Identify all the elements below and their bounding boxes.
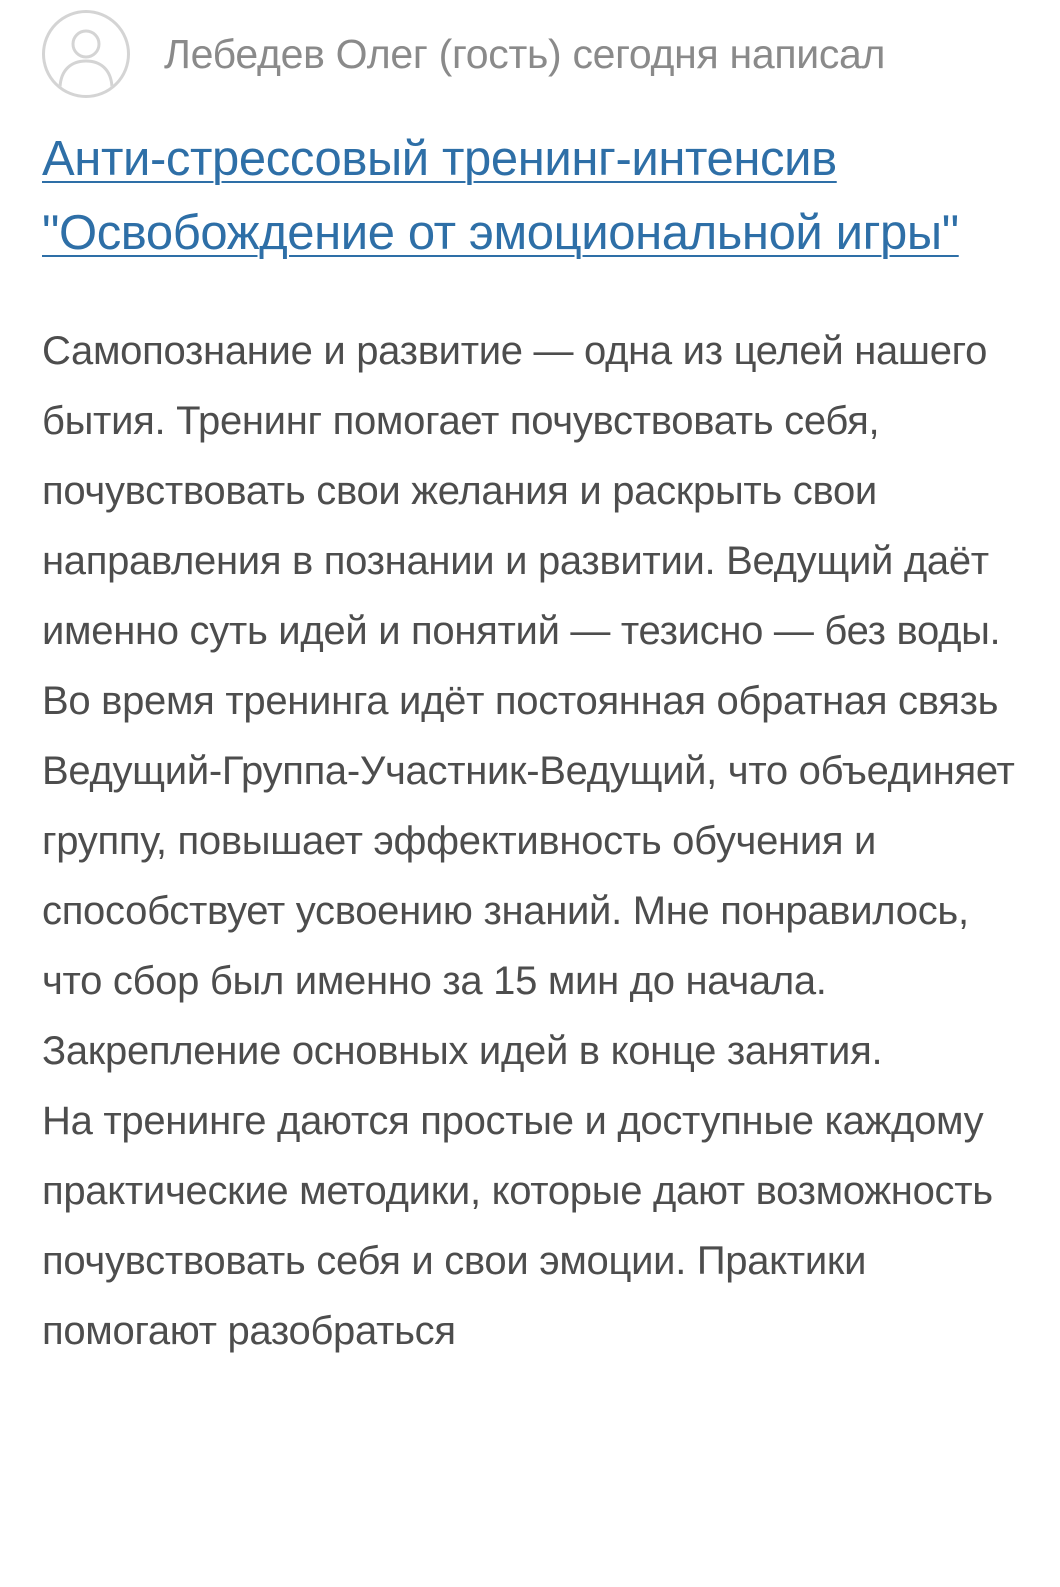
post-title-link[interactable]: Анти-стрессовый тренинг-интенсив "Освобождение от эмоциональной игры" (42, 132, 959, 260)
post-author-row (42, 0, 1020, 108)
avatar[interactable] (42, 10, 130, 98)
post-paragraph: На тренинге даются простые и доступные каждому практические методики, которые дают возможность почувствовать себя и свои эмоции. Практики помогают разобраться (42, 1099, 993, 1353)
post-body (42, 316, 1020, 1366)
user-placeholder-icon (49, 17, 123, 91)
author-line: Лебедев Олег (гость) сегодня написал (164, 30, 886, 77)
post-paragraph: Самопознание и развитие — одна из целей нашего бытия. Тренинг помогает почувствовать себя, почувствовать свои желания и раскрыть свои направления в познании и развитии. Ведущий даёт именно суть идей и понятий — тезисно — без воды. Во время тренинга идёт постоянная обратная связь Ведущий-Группа-Участник-Ведущий, что объединяет группу, повышает эффективность обучения и способствует усвоению знаний. Мне понравилось, что сбор был именно за 15 мин до начала. Закрепление основных идей в конце занятия. (42, 329, 1015, 1073)
